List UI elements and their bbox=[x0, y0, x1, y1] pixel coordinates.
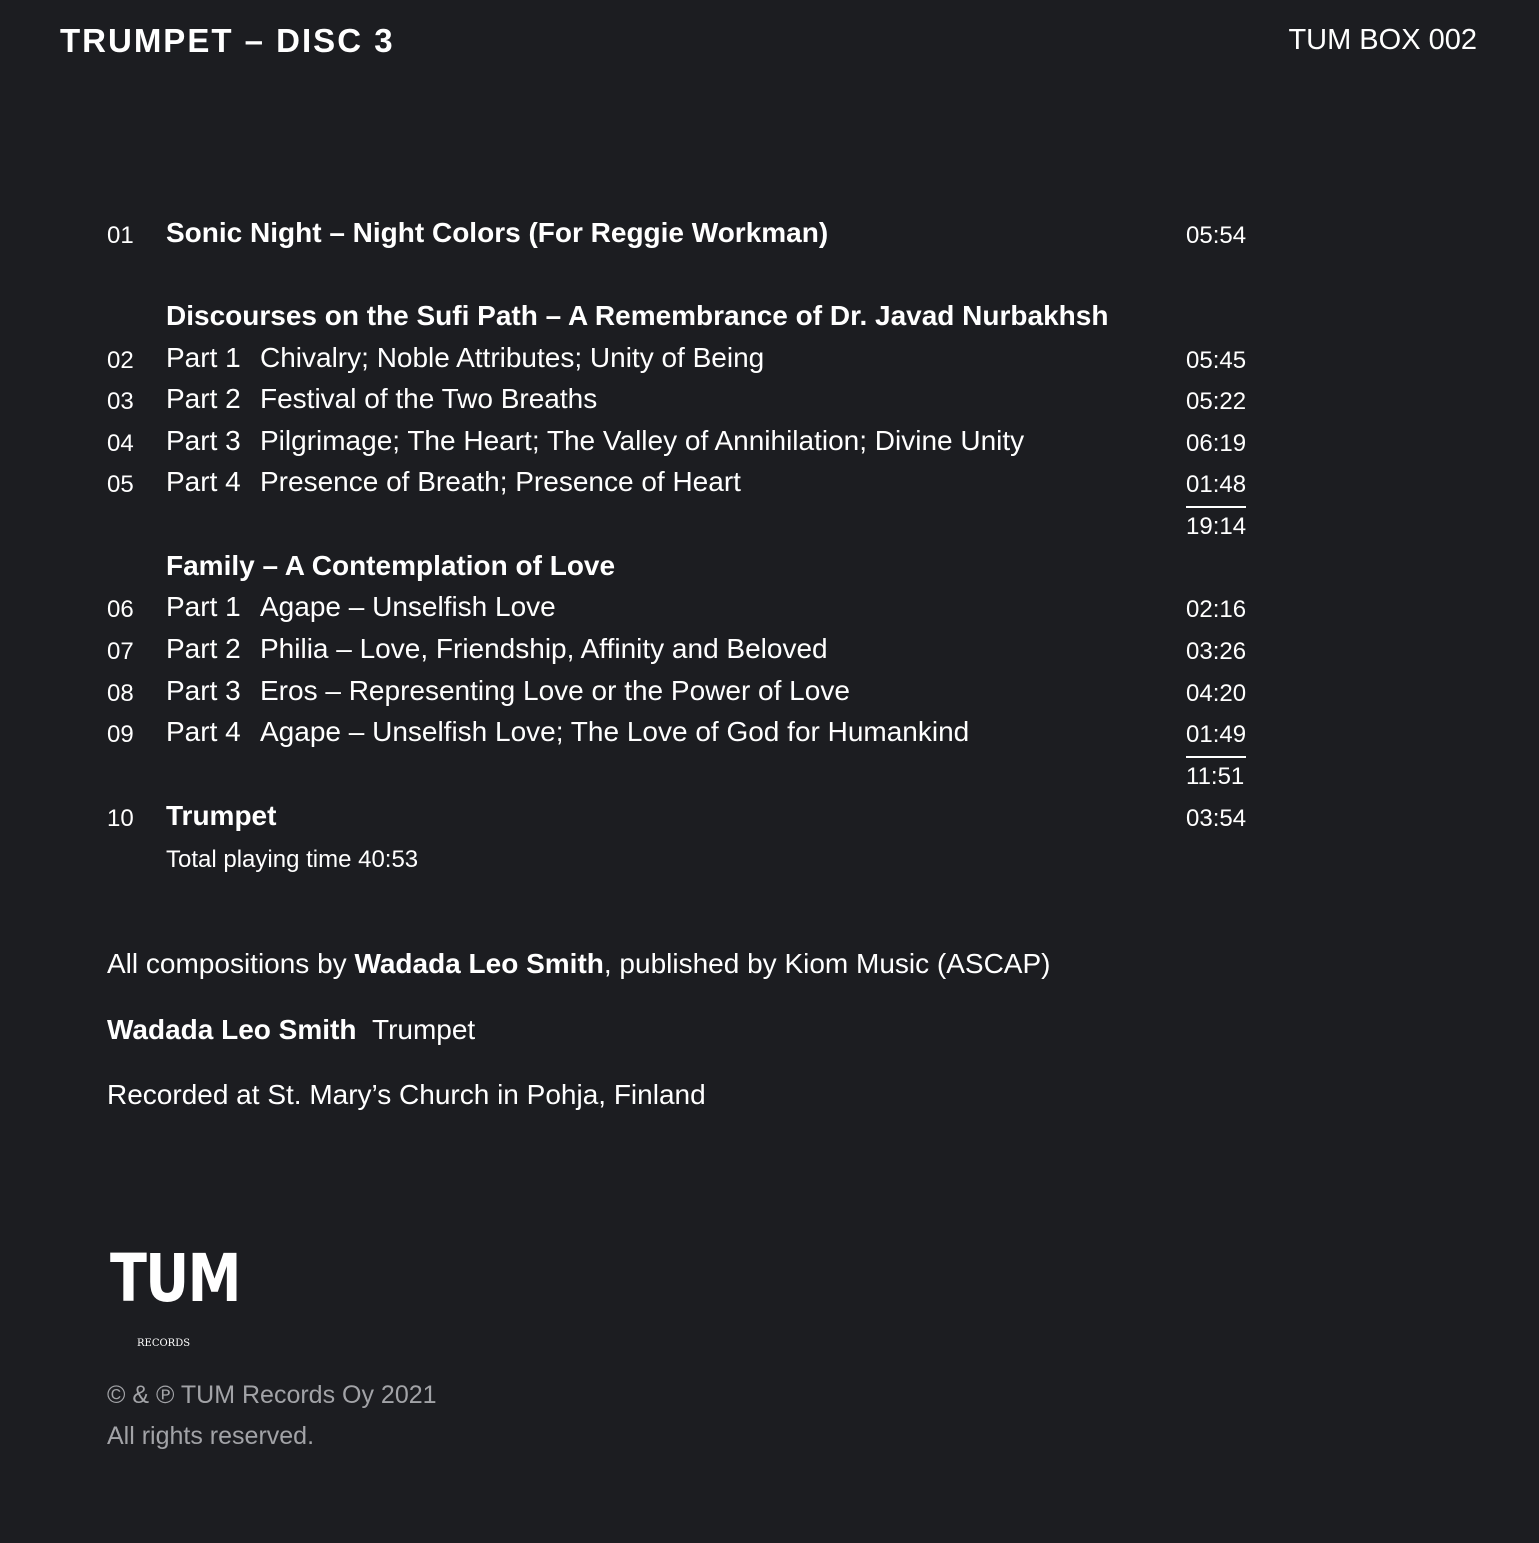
part-label: Part 2 bbox=[166, 633, 241, 664]
track-duration: 01:49 bbox=[1186, 721, 1246, 758]
part-label: Part 4 bbox=[166, 466, 241, 497]
recording-location: Recorded at St. Mary’s Church in Pohja, Finland bbox=[107, 1079, 706, 1110]
suite-subtotal: 19:14 bbox=[1186, 513, 1247, 540]
suite-title: Family – A Contemplation of Love bbox=[166, 550, 616, 581]
track-title: Trumpet bbox=[166, 800, 277, 831]
suite-subtotal: 11:51 bbox=[1186, 763, 1245, 790]
instrument: Trumpet bbox=[372, 1014, 476, 1045]
part-label: Part 1 bbox=[166, 591, 241, 622]
track-number: 02 bbox=[107, 347, 134, 374]
track-duration: 05:54 bbox=[1186, 222, 1247, 249]
track-number: 10 bbox=[107, 805, 134, 832]
track-title bbox=[166, 425, 1024, 457]
track-duration: 06:19 bbox=[1186, 430, 1247, 457]
track-duration: 05:22 bbox=[1186, 388, 1247, 415]
track-title bbox=[166, 633, 828, 665]
part-label: Part 3 bbox=[166, 425, 241, 456]
tum-logo-subtitle: RECORDS bbox=[137, 1338, 191, 1349]
track-duration: 03:26 bbox=[1186, 638, 1247, 665]
track-title bbox=[166, 716, 969, 748]
track-number: 03 bbox=[107, 388, 134, 415]
copyright: © & ℗ TUM Records Oy 2021 bbox=[107, 1381, 437, 1409]
total-playing-time: Total playing time 40:53 bbox=[166, 846, 419, 873]
disc-title: TRUMPET – DISC 3 bbox=[60, 22, 395, 59]
track-duration: 05:45 bbox=[1186, 347, 1247, 374]
track-title: Sonic Night – Night Colors (For Reggie Workman) bbox=[166, 217, 829, 248]
compositions-credit bbox=[107, 948, 1050, 980]
track-title bbox=[166, 342, 764, 374]
part-title: Presence of Breath; Presence of Heart bbox=[260, 466, 741, 497]
track-duration: 04:20 bbox=[1186, 680, 1247, 707]
part-title: Philia – Love, Friendship, Affinity and Beloved bbox=[260, 633, 828, 664]
part-label: Part 4 bbox=[166, 716, 241, 747]
part-title: Pilgrimage; The Heart; The Valley of Annihilation; Divine Unity bbox=[260, 425, 1025, 456]
part-label: Part 2 bbox=[166, 383, 241, 414]
track-number: 09 bbox=[107, 721, 134, 748]
track-number: 08 bbox=[107, 680, 134, 707]
track-number: 06 bbox=[107, 596, 134, 623]
track-duration: 02:16 bbox=[1186, 596, 1247, 623]
suite-title: Discourses on the Sufi Path – A Remembrance of Dr. Javad Nurbakhsh bbox=[166, 300, 1109, 331]
track-title bbox=[166, 383, 597, 415]
part-title: Eros – Representing Love or the Power of Love bbox=[260, 675, 850, 706]
part-title: Agape – Unselfish Love; The Love of God for Humankind bbox=[260, 716, 970, 747]
rights-reserved: All rights reserved. bbox=[107, 1422, 315, 1450]
track-number: 07 bbox=[107, 638, 134, 665]
track-title bbox=[166, 466, 741, 498]
track-duration: 03:54 bbox=[1186, 805, 1247, 832]
track-title bbox=[166, 675, 850, 707]
track-duration: 01:48 bbox=[1186, 471, 1246, 508]
credit-suffix: , published by Kiom Music (ASCAP) bbox=[603, 948, 1051, 979]
track-number: 05 bbox=[107, 471, 134, 498]
track-title bbox=[166, 591, 556, 623]
part-title: Festival of the Two Breaths bbox=[260, 383, 598, 414]
part-title: Agape – Unselfish Love bbox=[260, 591, 556, 622]
part-label: Part 1 bbox=[166, 342, 241, 373]
performer-credit bbox=[107, 1014, 475, 1046]
part-title: Chivalry; Noble Attributes; Unity of Being bbox=[260, 342, 765, 373]
composer-name: Wadada Leo Smith bbox=[354, 948, 604, 979]
track-number: 04 bbox=[107, 430, 134, 457]
part-label: Part 3 bbox=[166, 675, 241, 706]
tum-logo: TUM bbox=[110, 1240, 240, 1317]
catalog-number: TUM BOX 002 bbox=[1288, 24, 1477, 56]
performer-name: Wadada Leo Smith bbox=[107, 1014, 357, 1045]
credit-prefix: All compositions by bbox=[107, 948, 355, 979]
track-number: 01 bbox=[107, 222, 134, 249]
